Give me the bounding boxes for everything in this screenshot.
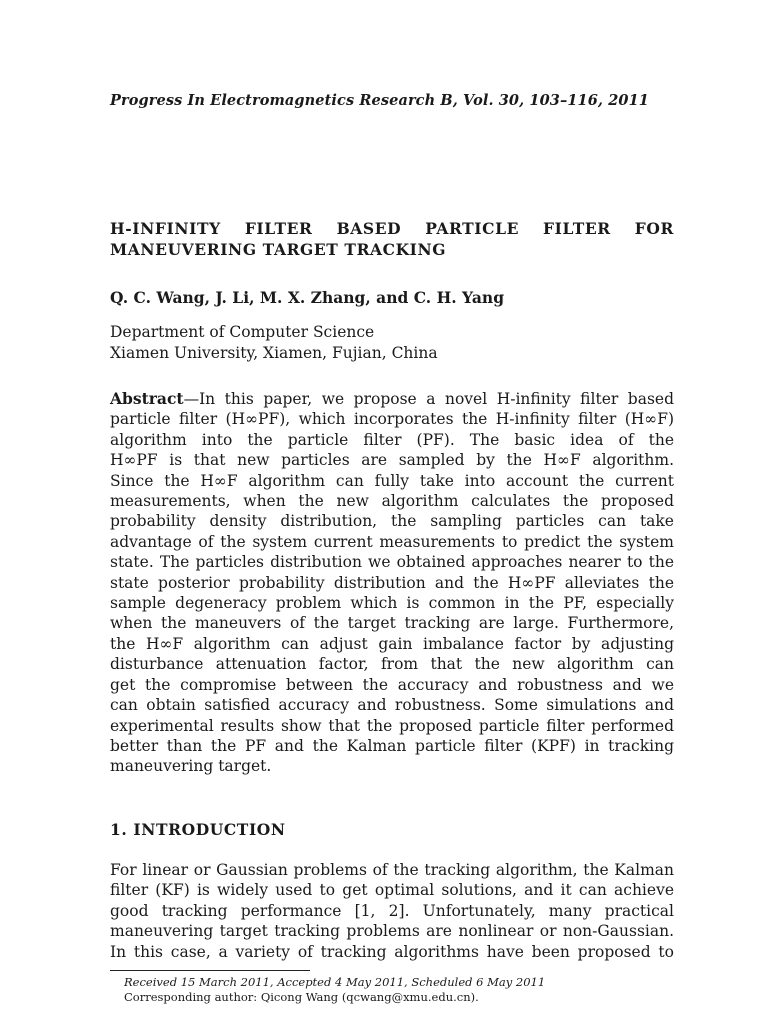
paper-page (110, 0, 674, 1024)
abstract-line: maneuvering target. (110, 757, 272, 776)
corresponding-author: Corresponding author: Qicong Wang (qcwang@xmu.edu.cn). (124, 990, 479, 1004)
section-heading: 1. INTRODUCTION (110, 820, 286, 839)
journal-header: Progress In Electromagnetics Research B, Vol. 30, 103–116, 2011 (110, 92, 649, 109)
abstract-line: experimental results show that the proposed particle filter performed (110, 716, 674, 735)
abstract-line: state. The particles distribution we obtained approaches nearer to the (110, 553, 674, 572)
abstract-line: when the maneuvers of the target tracking are large. Furthermore, (110, 614, 674, 633)
abstract-lead: Abstract (110, 389, 184, 408)
intro-line: filter (KF) is widely used to get optimal solutions, and it can achieve (110, 881, 674, 900)
affiliation-line: Xiamen University, Xiamen, Fujian, China (110, 344, 438, 362)
received-dates: Received 15 March 2011, Accepted 4 May 2011, Scheduled 6 May 2011 (124, 975, 546, 989)
abstract-line (110, 389, 674, 409)
abstract-line: the H∞F algorithm can adjust gain imbalance factor by adjusting (110, 634, 674, 653)
footnote-rule (110, 970, 310, 971)
abstract-line: can obtain satisfied accuracy and robustness. Some simulations and (110, 696, 674, 715)
abstract-line: sample degeneracy problem which is common in the PF, especially (110, 594, 674, 613)
abstract-line: particle filter (H∞PF), which incorporates the H-infinity filter (H∞F) (110, 410, 674, 429)
abstract-line: better than the PF and the Kalman particle filter (KPF) in tracking (110, 736, 674, 755)
abstract-line: Since the H∞F algorithm can fully take into account the current (110, 471, 674, 490)
abstract-line-text: —In this paper, we propose a novel H-infinity filter based (183, 390, 674, 408)
author-list: Q. C. Wang, J. Li, M. X. Zhang, and C. H. Yang (110, 288, 505, 307)
footnotes (124, 975, 545, 1005)
abstract-line: advantage of the system current measurements to predict the system (110, 532, 674, 551)
abstract-line: algorithm into the particle filter (PF). The basic idea of the (110, 430, 674, 449)
abstract-line: disturbance attenuation factor, from that the new algorithm can (110, 655, 674, 674)
title-line: H-INFINITY FILTER BASED PARTICLE FILTER FOR (110, 219, 674, 238)
abstract-line: state posterior probability distribution and the H∞PF alleviates the (110, 573, 674, 592)
affiliation-line: Department of Computer Science (110, 323, 375, 341)
abstract-line: probability density distribution, the sampling particles can take (110, 512, 674, 531)
intro-line: maneuvering target tracking problems are nonlinear or non-Gaussian. (110, 922, 674, 941)
intro-line: good tracking performance [1, 2]. Unfortunately, many practical (110, 901, 674, 920)
introduction-text (110, 860, 674, 962)
abstract-line: H∞PF is that new particles are sampled by the H∞F algorithm. (110, 451, 674, 470)
abstract (110, 389, 674, 777)
title-line: MANEUVERING TARGET TRACKING (110, 240, 447, 259)
intro-line: For linear or Gaussian problems of the tracking algorithm, the Kalman (110, 861, 674, 879)
intro-line: In this case, a variety of tracking algorithms have been proposed to (110, 942, 674, 961)
abstract-line: get the compromise between the accuracy and robustness and we (110, 675, 674, 694)
affiliation (110, 322, 438, 364)
abstract-line: measurements, when the new algorithm calculates the proposed (110, 492, 674, 511)
paper-title (110, 218, 674, 260)
